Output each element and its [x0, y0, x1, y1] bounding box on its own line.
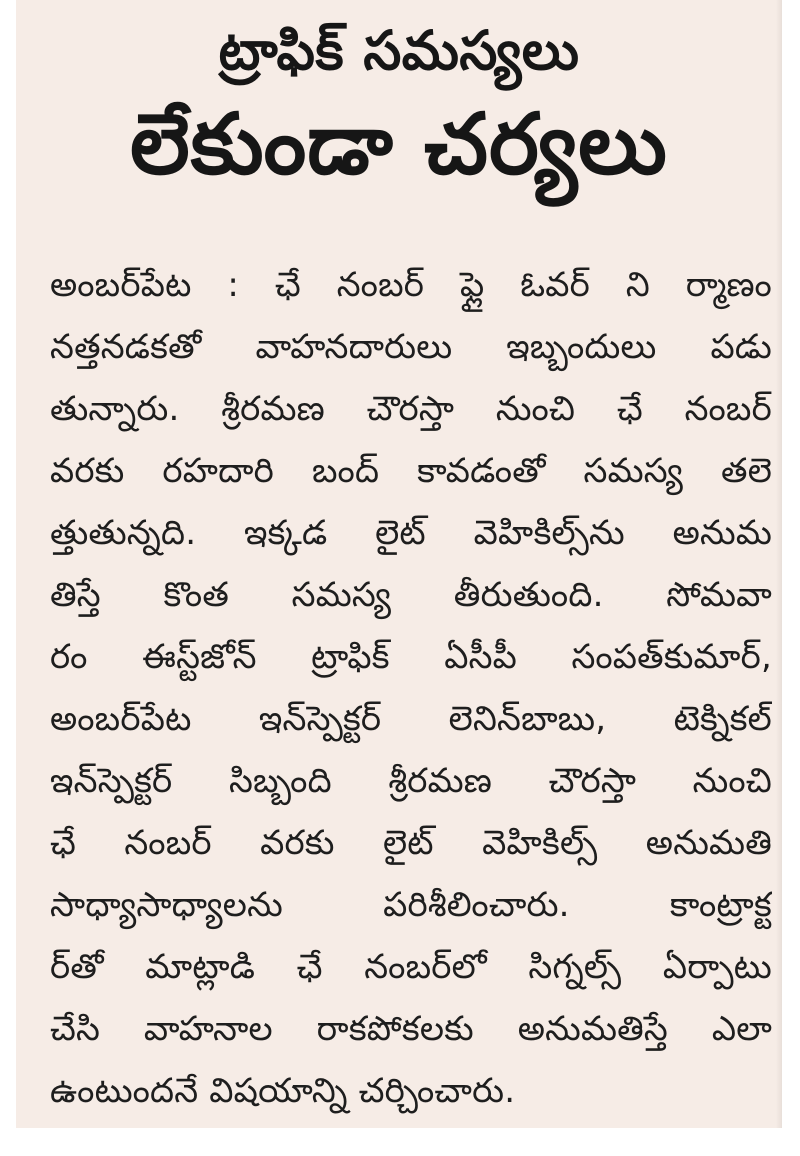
- article-line: ఛే నంబర్ వరకు లైట్ వెహికిల్స్ అనుమతి: [50, 823, 772, 863]
- article-line: సాధ్యాసాధ్యాలను పరిశీలించారు. కాంట్రాక్ట: [50, 885, 772, 925]
- article-line: వరకు రహదారి బంద్ కావడంతో సమస్య తలె: [50, 451, 772, 491]
- article-line: తున్నారు. శ్రీరమణ చౌరస్తా నుంచి ఛే నంబర్: [50, 389, 772, 429]
- article-line: త్తుతున్నది. ఇక్కడ లైట్ వెహికిల్స్‌ను అనుమ: [50, 513, 772, 553]
- article-line: ఉంటుందనే విషయాన్ని చర్చించారు.: [50, 1071, 516, 1111]
- newspaper-clipping: [16, 0, 782, 1128]
- article-line: చేసి వాహనాల రాకపోకలకు అనుమతిస్తే ఎలా: [50, 1009, 772, 1049]
- headline-line-2: లేకుండా చర్యలు: [130, 95, 668, 193]
- article-line: అంబర్‌పేట : ఛే నంబర్ ఫ్లై ఓవర్ ని ర్మాణం: [50, 265, 772, 305]
- article-line: తిస్తే కొంత సమస్య తీరుతుంది. సోమవా: [50, 575, 772, 615]
- article-body: [50, 254, 772, 1122]
- article-line: రం ఈస్ట్‌జోన్ ట్రాఫిక్ ఏసీపీ సంపత్‌కుమార్,: [50, 637, 772, 677]
- article-line: అంబర్‌పేట ఇన్‌స్పెక్టర్ లెనిన్‌బాబు, టెక్నికల్: [50, 699, 772, 739]
- headline-line-1: ట్రాఫిక్ సమస్యలు: [218, 19, 580, 82]
- paper-edge-shadow: [776, 0, 782, 1128]
- article-line: ఇన్‌స్పెక్టర్ సిబ్బంది శ్రీరమణ చౌరస్తా నుంచి: [50, 761, 772, 801]
- article-line: ర్‌తో మాట్లాడి ఛే నంబర్‌లో సిగ్నల్స్ ఏర్పాటు: [50, 947, 772, 987]
- article-line: నత్తనడకతో వాహనదారులు ఇబ్బందులు పడు: [50, 327, 772, 367]
